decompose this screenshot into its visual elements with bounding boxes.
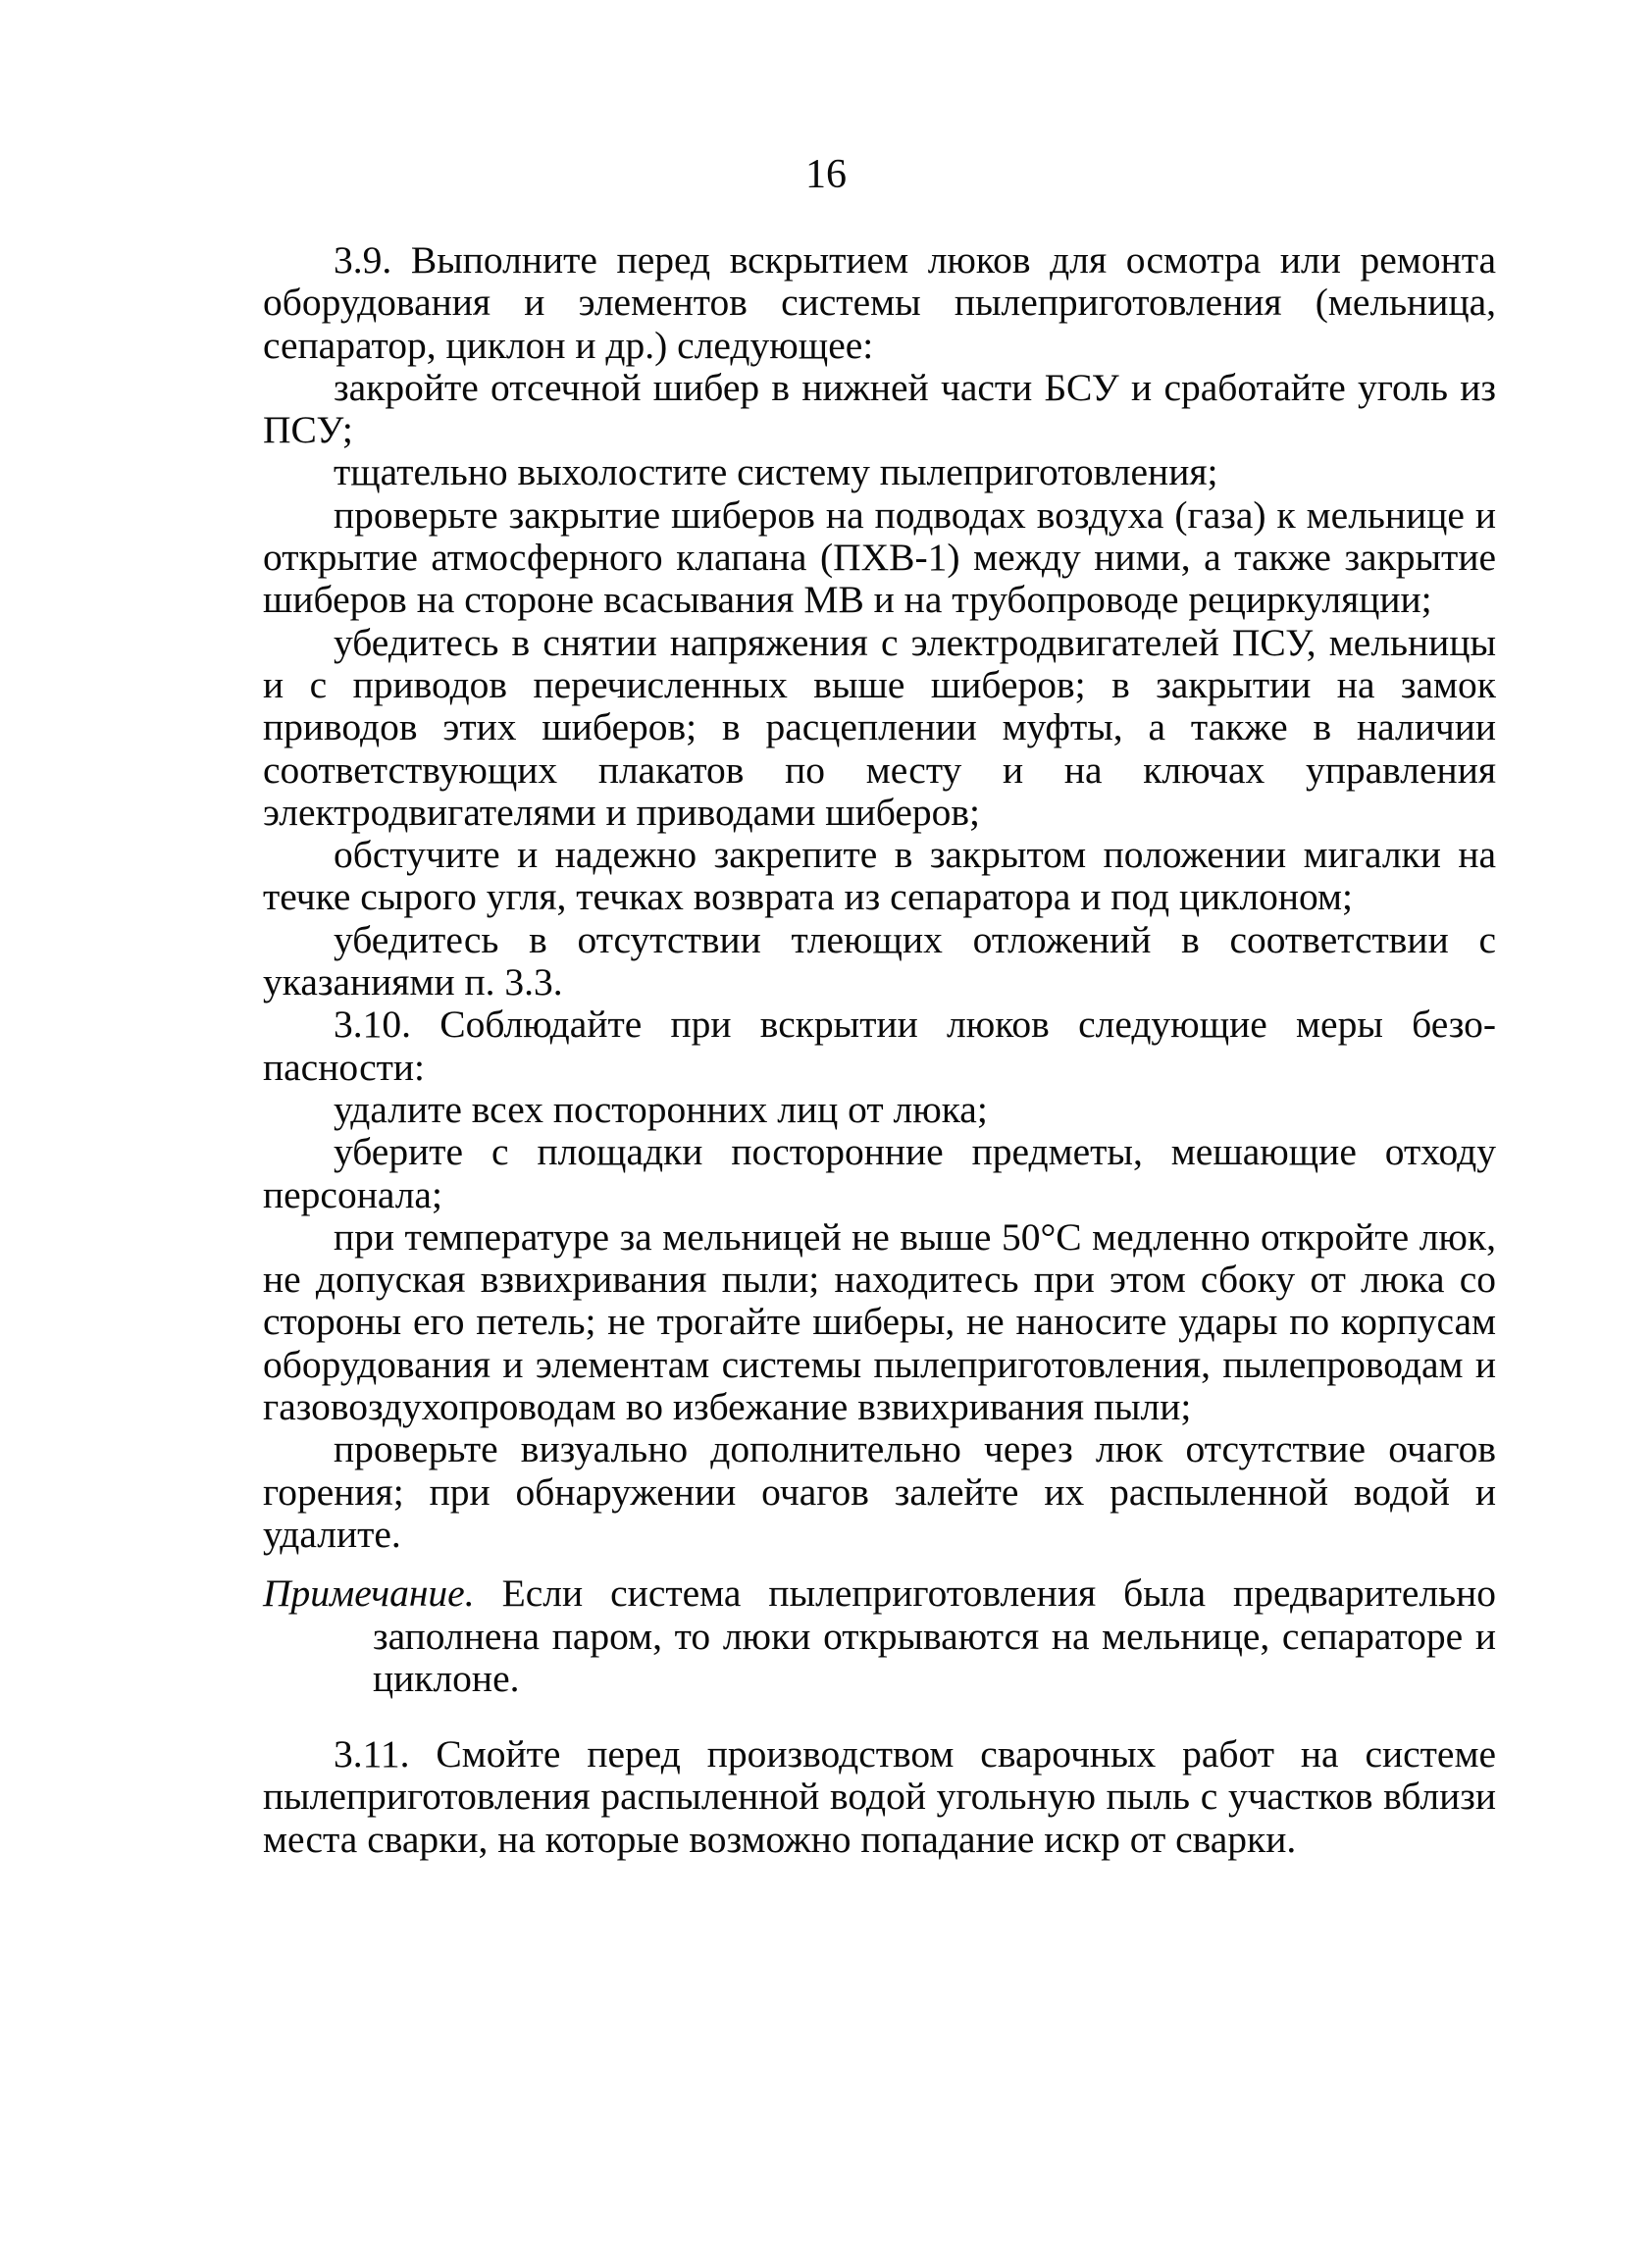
paragraph-remove-people: удалите всех посторонних лиц от люка; xyxy=(334,1087,988,1131)
paragraph-3-9-intro: 3.9. Выполните перед вскрытием люков для осмотра или ремонта оборудования и элементов системы пылеприготовления (мельница, сепаратор, циклон и др.) следующее: xyxy=(263,238,1496,367)
paragraph-purge-system: тщательно выхолостите систему пылеприготовления; xyxy=(334,450,1218,494)
note-label: Примечание. xyxy=(263,1571,475,1616)
paragraph-clear-platform: уберите с площадки посторонние предметы, мешающие отходу персонала; xyxy=(263,1130,1496,1216)
note-text: Если система пылеприготовления была предварительно заполнена паром, то люки открываются на мельнице, сепараторе и циклоне. xyxy=(373,1571,1497,1700)
paragraph-check-fire: проверьте визуально дополнительно через люк отсутствие очагов горения; при обнаружении очагов залейте их распыленной водой и удалите. xyxy=(263,1427,1496,1556)
paragraph-3-11: 3.11. Смойте перед производством сварочных работ на системе пылеприготовления распыленной водой угольную пыль с участков вблизи места сварки, на которые возможно попадание искр от сварки. xyxy=(263,1732,1496,1861)
paragraph-3-10-intro: 3.10. Соблюдайте при вскрытии люков следующие меры безопасности: xyxy=(263,1003,1496,1089)
paragraph-open-hatch: при температуре за мельницей не выше 50°С медленно откройте люк, не допуская взвихривания пыли; находитесь при этом сбоку от люка со стороны его петель; не трогайте шиберы, не наносите удары по корпусам оборудования и элементам системы пылеприготовления, пылепроводам и газовоздухопроводам во избежание взвихривания пыли; xyxy=(263,1214,1496,1429)
paragraph-check-gates: проверьте закрытие шиберов на подводах воздуха (газа) к мельнице и открытие атмосферного клапана (ПХВ-1) между ними, а также закрытие шиберов на стороне всасывания МВ и на трубопроводе рециркуляции; xyxy=(263,492,1496,622)
paragraph-close-gate: закройте отсечной шибер в нижней части БСУ и сработайте уголь из ПСУ; xyxy=(263,365,1496,452)
paragraph-secure-flaps: обстучите и надежно закрепите в закрытом положении мигалки на течке сырого угля, течках возврата из сепаратора и под циклоном; xyxy=(263,833,1496,919)
paragraph-check-deposits: убедитесь в отсутствии тлеющих отложений в соответствии с указаниями п. 3.3. xyxy=(263,917,1496,1004)
note xyxy=(263,1572,1496,1700)
page-number: 16 xyxy=(805,152,847,197)
body-text xyxy=(263,239,1496,1861)
paragraph-check-power: убедитесь в снятии напряжения с электродвигателей ПСУ, мельницы и с приводов перечисленных выше шиберов; в закрытии на замок приводов этих шиберов; в расцеплении муфты, а также в наличии соответствующих плакатов по месту и на ключах управления электродвигателями и приводами шиберов; xyxy=(263,620,1496,834)
